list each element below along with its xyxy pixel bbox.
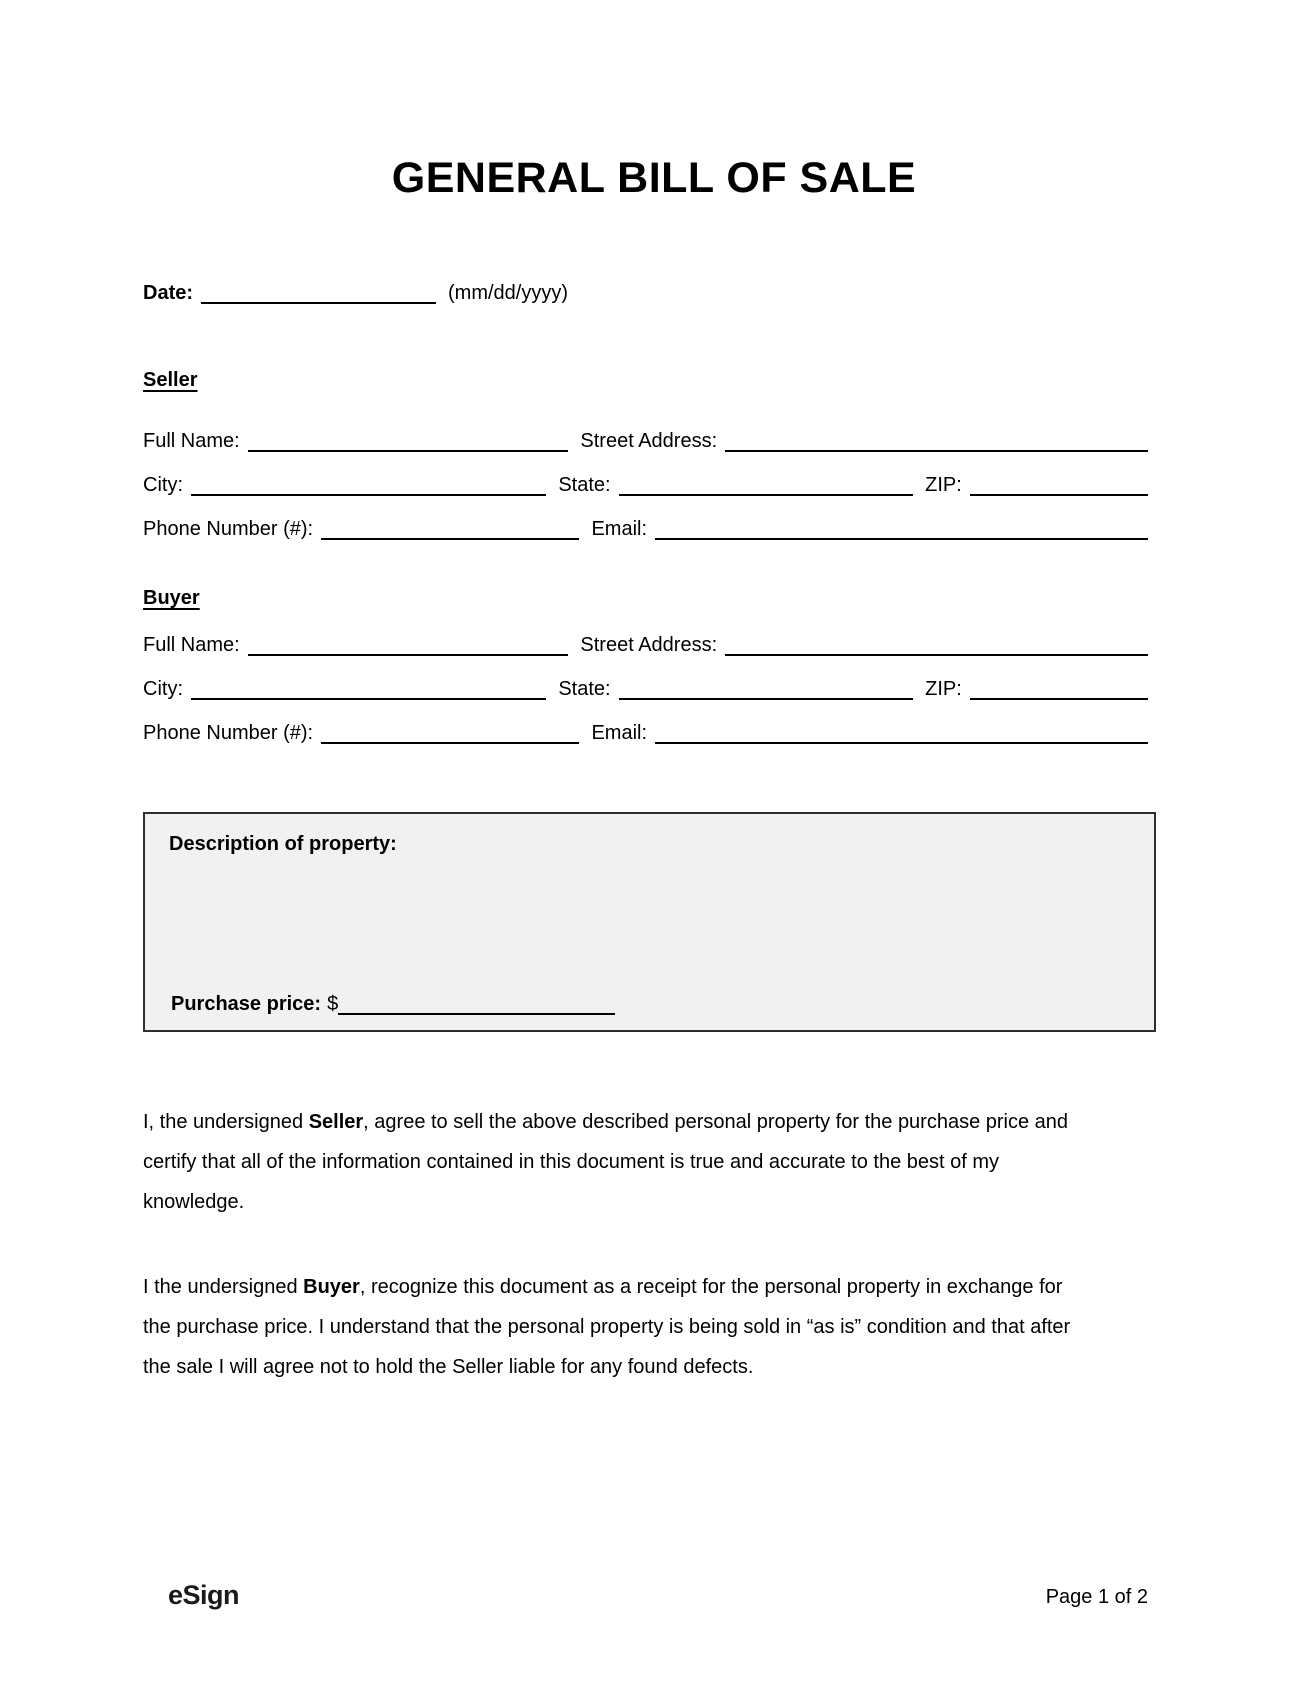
seller-city-label: City:	[143, 474, 183, 496]
buyer-state-line[interactable]	[619, 672, 914, 700]
buyer-city-line[interactable]	[191, 672, 546, 700]
seller-state-line[interactable]	[619, 468, 914, 496]
buyer-clause-body: , recognize this document as a receipt for the personal property in exchange for the purchase price. I understand that the personal property is being sold in “as is” condition and that after the sale I will agree not to hold the Seller liable for any found defects.	[143, 1276, 1071, 1378]
seller-street-address-line[interactable]	[725, 424, 1148, 452]
seller-state-label: State:	[558, 474, 611, 496]
buyer-phone-label: Phone Number (#):	[143, 722, 314, 744]
buyer-state-label: State:	[558, 678, 611, 700]
date-input-line[interactable]	[201, 276, 436, 304]
seller-phone-line[interactable]	[321, 512, 579, 540]
buyer-clause-emphasis: Buyer	[303, 1276, 360, 1298]
date-label: Date:	[143, 282, 194, 304]
seller-email-line[interactable]	[655, 512, 1148, 540]
seller-city-line[interactable]	[191, 468, 546, 496]
buyer-email-label: Email:	[591, 722, 648, 744]
esign-brand-logo: eSign	[168, 1580, 240, 1610]
buyer-full-name-label: Full Name:	[143, 634, 240, 656]
seller-clause-body: , agree to sell the above described personal property for the purchase price and certify that all of the information contained in this document is true and accurate to the best of my knowledge.	[143, 1111, 1069, 1213]
seller-clause-emphasis: Seller	[308, 1111, 364, 1133]
purchase-price-line[interactable]	[338, 987, 615, 1015]
date-format-hint: (mm/dd/yyyy)	[448, 282, 569, 304]
buyer-phone-email-row	[143, 716, 1148, 747]
seller-section	[143, 366, 1148, 543]
buyer-section	[143, 584, 1148, 747]
buyer-zip-label: ZIP:	[925, 678, 962, 700]
seller-heading: Seller	[143, 369, 198, 391]
seller-email-label: Email:	[591, 518, 648, 540]
buyer-clause-lead: I the undersigned	[143, 1276, 304, 1298]
seller-name-address-row	[143, 424, 1148, 455]
seller-zip-label: ZIP:	[925, 474, 962, 496]
buyer-full-name-line[interactable]	[248, 628, 569, 656]
buyer-name-address-row	[143, 628, 1148, 659]
seller-clause-lead: I, the undersigned	[143, 1111, 309, 1133]
purchase-price-row	[171, 987, 627, 1018]
buyer-heading: Buyer	[143, 587, 200, 609]
seller-city-state-zip-row	[143, 468, 1148, 499]
property-description-area[interactable]	[147, 864, 1152, 978]
purchase-price-label: Purchase price:	[171, 993, 322, 1015]
currency-symbol: $	[327, 993, 339, 1015]
seller-agreement-paragraph	[143, 1102, 1088, 1222]
property-description-box	[143, 812, 1156, 1032]
document-title: GENERAL BILL OF SALE	[391, 154, 917, 202]
buyer-agreement-paragraph	[143, 1267, 1088, 1387]
page-number-label: Page 1 of 2	[1045, 1586, 1148, 1608]
buyer-zip-line[interactable]	[970, 672, 1148, 700]
seller-phone-email-row	[143, 512, 1148, 543]
seller-full-name-line[interactable]	[248, 424, 569, 452]
seller-full-name-label: Full Name:	[143, 430, 240, 452]
buyer-phone-line[interactable]	[321, 716, 579, 744]
buyer-street-address-line[interactable]	[725, 628, 1148, 656]
buyer-street-address-label: Street Address:	[580, 634, 718, 656]
seller-phone-label: Phone Number (#):	[143, 518, 314, 540]
buyer-city-label: City:	[143, 678, 183, 700]
property-description-label: Description of property:	[169, 833, 397, 855]
buyer-email-line[interactable]	[655, 716, 1148, 744]
buyer-city-state-zip-row	[143, 672, 1148, 703]
seller-street-address-label: Street Address:	[580, 430, 718, 452]
date-row	[143, 276, 1156, 307]
seller-zip-line[interactable]	[970, 468, 1148, 496]
